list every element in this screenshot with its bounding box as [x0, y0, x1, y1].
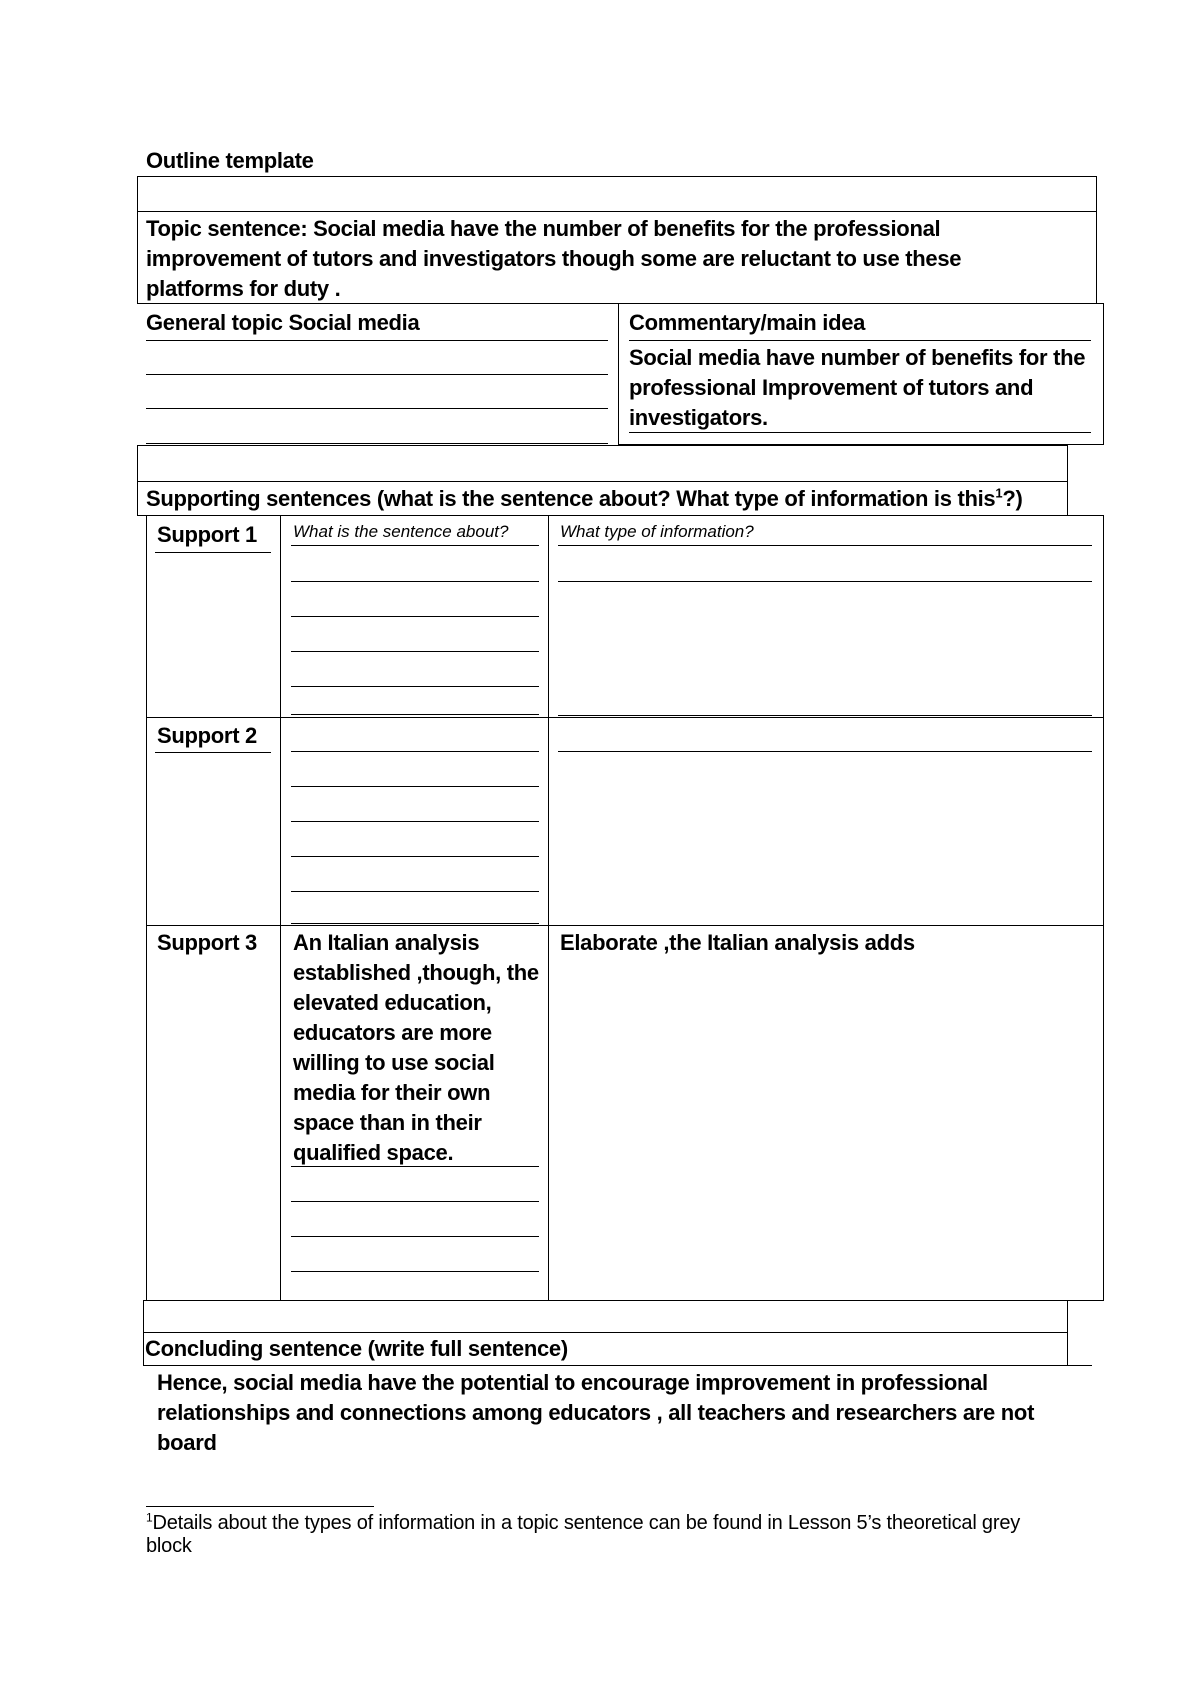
write-line[interactable]	[291, 686, 539, 687]
column-divider	[280, 515, 281, 1301]
blank-row-bottom	[143, 1300, 1068, 1333]
topic-sentence[interactable]: Topic sentence: Social media have the number of benefits for the professional improvement of tutors and investigators though some are reluctant to use these platforms for duty .	[146, 216, 962, 301]
write-line[interactable]	[291, 856, 539, 857]
write-line[interactable]	[291, 651, 539, 652]
commentary-text[interactable]: Social media have number of benefits for the professional Improvement of tutors and investigators.	[629, 345, 1086, 430]
write-line[interactable]	[291, 1236, 539, 1237]
label-underline	[155, 552, 271, 553]
concluding-text[interactable]: Hence, social media have the potential to encourage improvement in professional relationships and connections among educators , all teachers and researchers are not board	[157, 1370, 1035, 1455]
blank-row-top	[137, 176, 1097, 212]
support-3-about[interactable]: An Italian analysis established ,though, the elevated education, educators are more willing to use social media for their own space than in their qualified space.	[293, 930, 539, 1165]
footnote-ref: 1	[995, 485, 1003, 501]
supporting-heading: Supporting sentences (what is the sentence about? What type of information is this$^1$?)	[146, 485, 1023, 511]
write-line[interactable]	[291, 821, 539, 822]
column-divider	[548, 515, 549, 1301]
commentary-label: Commentary/main idea	[629, 310, 866, 335]
underline-extension	[1068, 1365, 1092, 1366]
type-column-header: What type of information?	[560, 522, 754, 541]
write-line[interactable]	[146, 374, 608, 375]
blank-row-middle	[137, 445, 1068, 482]
write-line[interactable]	[291, 1166, 539, 1167]
write-line[interactable]	[291, 714, 539, 715]
write-line[interactable]	[146, 443, 608, 444]
write-line[interactable]	[146, 408, 608, 409]
footnote-separator	[146, 1506, 374, 1507]
concluding-label: Concluding sentence (write full sentence)	[145, 1336, 568, 1361]
write-line[interactable]	[291, 786, 539, 787]
page-title: Outline template	[146, 148, 314, 173]
write-line[interactable]	[146, 340, 608, 341]
write-line[interactable]	[291, 1271, 539, 1272]
footnote-text: Details about the types of information in a topic sentence can be found in Lesson 5’s theoretical grey block	[146, 1512, 1021, 1557]
write-line[interactable]	[558, 545, 1092, 546]
write-line[interactable]	[291, 891, 539, 892]
write-line[interactable]	[558, 751, 1092, 752]
footnote	[146, 1512, 1046, 1558]
write-line[interactable]	[291, 616, 539, 617]
write-line[interactable]	[291, 923, 539, 924]
write-line[interactable]	[291, 581, 539, 582]
write-line[interactable]	[558, 715, 1092, 716]
support-3-type[interactable]: Elaborate ,the Italian analysis adds	[560, 930, 915, 955]
footnote-number: 1	[146, 1510, 153, 1525]
write-line[interactable]	[291, 751, 539, 752]
commentary-underline	[629, 432, 1091, 433]
about-column-header: What is the sentence about?	[293, 522, 509, 541]
write-line[interactable]	[291, 1201, 539, 1202]
support-1-label: Support 1	[157, 522, 257, 547]
commentary-label-underline	[629, 340, 1091, 341]
label-underline	[155, 752, 271, 753]
support-2-label: Support 2	[157, 723, 257, 748]
general-topic-label: General topic Social media	[146, 310, 420, 335]
row-divider	[146, 717, 1104, 718]
supporting-table	[146, 515, 1104, 1301]
write-line[interactable]	[558, 581, 1092, 582]
row-divider	[146, 925, 1104, 926]
write-line[interactable]	[291, 545, 539, 546]
support-3-label: Support 3	[157, 930, 257, 955]
